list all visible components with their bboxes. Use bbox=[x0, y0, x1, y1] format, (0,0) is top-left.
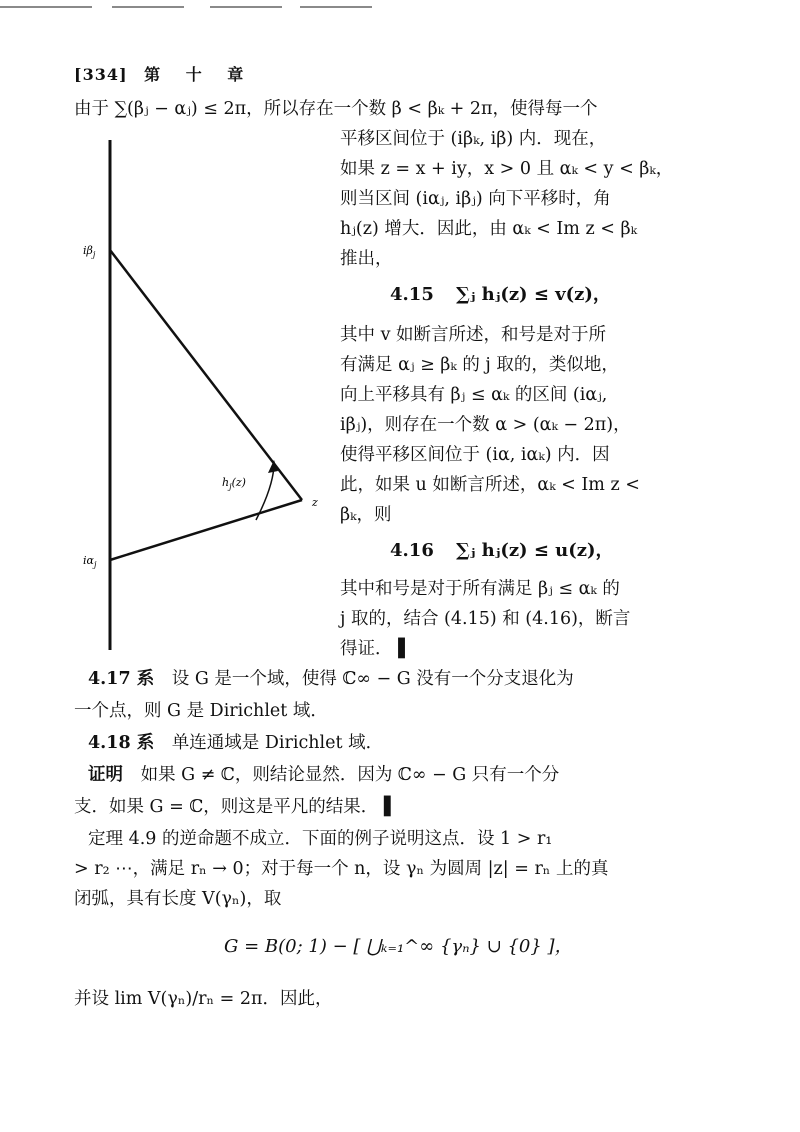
text-line: 并设 lim V(γₙ)/rₙ = 2π．因此， bbox=[74, 989, 333, 1009]
page-header bbox=[74, 62, 253, 85]
text-line: iβⱼ)，则存在一个数 α > (αₖ − 2π)， bbox=[340, 415, 631, 435]
corollary-4-18 bbox=[88, 730, 383, 756]
label-top-point: $i\beta_j$ bbox=[83, 244, 96, 259]
label-angle: $h_j(z)$ bbox=[222, 476, 246, 491]
text-line: 如果 z = x + iy，x > 0 且 αₖ < y < βₖ， bbox=[340, 159, 674, 179]
text-line: 平移区间位于 (iβₖ, iβ) 内．现在， bbox=[340, 129, 607, 149]
qed-mark: ▌ bbox=[398, 639, 412, 659]
text-line: hⱼ(z) 增大．因此，由 αₖ < Im z < βₖ bbox=[340, 219, 637, 239]
proof-line bbox=[88, 762, 559, 788]
equation-body: ∑ⱼ hⱼ(z) ≤ v(z)， bbox=[456, 284, 611, 305]
text-line: 其中 v 如断言所述，和号是对于所 bbox=[340, 325, 607, 345]
text-line: 向上平移具有 βⱼ ≤ αₖ 的区间 (iαⱼ, bbox=[340, 385, 608, 405]
top-border-line bbox=[300, 6, 372, 8]
equation-body: ∑ⱼ hⱼ(z) ≤ u(z)， bbox=[456, 540, 614, 561]
text-line: 定理 4.9 的逆命题不成立．下面的例子说明这点．设 1 > r₁ bbox=[88, 829, 553, 849]
text-line: 其中和号是对于所有满足 βⱼ ≤ αₖ 的 bbox=[340, 579, 620, 599]
text-line: 使得平移区间位于 (iα, iαₖ) 内．因 bbox=[340, 445, 610, 465]
corollary-text: 设 G 是一个域，使得 ℂ∞ − G 没有一个分支退化为 bbox=[171, 669, 574, 689]
corollary-text: 单连通域是 Dirichlet 域． bbox=[171, 733, 384, 753]
page-number: [334] bbox=[74, 65, 128, 84]
equation-4-16 bbox=[390, 536, 614, 562]
label-bottom-point: $i\alpha_j$ bbox=[83, 554, 97, 569]
text-fragment: 得证． bbox=[340, 639, 393, 659]
proof-label: 证明 bbox=[88, 765, 123, 785]
text-line: βₖ，则 bbox=[340, 505, 392, 525]
corollary-number: 4.18 系 bbox=[88, 733, 155, 753]
equation-number: 4.15 bbox=[390, 284, 434, 305]
text-line: 闭弧，具有长度 V(γₙ)，取 bbox=[74, 889, 282, 909]
top-border-line bbox=[210, 6, 282, 8]
qed-mark: ▌ bbox=[383, 797, 398, 817]
chapter-title: 第 十 章 bbox=[144, 65, 254, 84]
corollary-4-17 bbox=[88, 666, 574, 692]
equation-number: 4.16 bbox=[390, 540, 434, 561]
proof-text: 如果 G ≠ ℂ，则结论显然．因为 ℂ∞ − G 只有一个分 bbox=[140, 765, 560, 785]
top-border-line bbox=[0, 6, 92, 8]
text-fragment: 支．如果 G = ℂ，则这是平凡的结果． bbox=[74, 797, 379, 817]
text-line: 则当区间 (iαⱼ, iβⱼ) 向下平移时，角 bbox=[340, 189, 611, 209]
text-line: 此，如果 u 如断言所述，αₖ < Im z < bbox=[340, 475, 640, 495]
lower-edge bbox=[110, 500, 302, 560]
text-line: j 取的，结合 (4.15) 和 (4.16)，断言 bbox=[340, 609, 631, 629]
equation-4-15 bbox=[390, 280, 611, 306]
triangle-figure bbox=[80, 140, 330, 660]
corollary-number: 4.17 系 bbox=[88, 669, 155, 689]
text-line: 由于 ∑(βⱼ − αⱼ) ≤ 2π，所以存在一个数 β < βₖ + 2π，使得每一个 bbox=[74, 99, 598, 119]
top-border-line bbox=[112, 6, 184, 8]
text-line: 有满足 αⱼ ≥ βₖ 的 j 取的，类似地， bbox=[340, 355, 619, 375]
text-line bbox=[74, 794, 397, 820]
text-line bbox=[340, 636, 412, 662]
equation-domain-definition: G = B(0; 1) − [ ⋃ₖ₌₁^∞ {γₙ} ∪ {0} ]， bbox=[224, 936, 573, 957]
label-point-z: z bbox=[312, 496, 318, 509]
text-line: > r₂ ⋯，满足 rₙ → 0；对于每一个 n，设 γₙ 为圆周 |z| = rₙ 上的真 bbox=[74, 859, 609, 879]
text-line: 一个点，则 G 是 Dirichlet 域． bbox=[74, 701, 328, 721]
text-line: 推出， bbox=[340, 249, 393, 269]
